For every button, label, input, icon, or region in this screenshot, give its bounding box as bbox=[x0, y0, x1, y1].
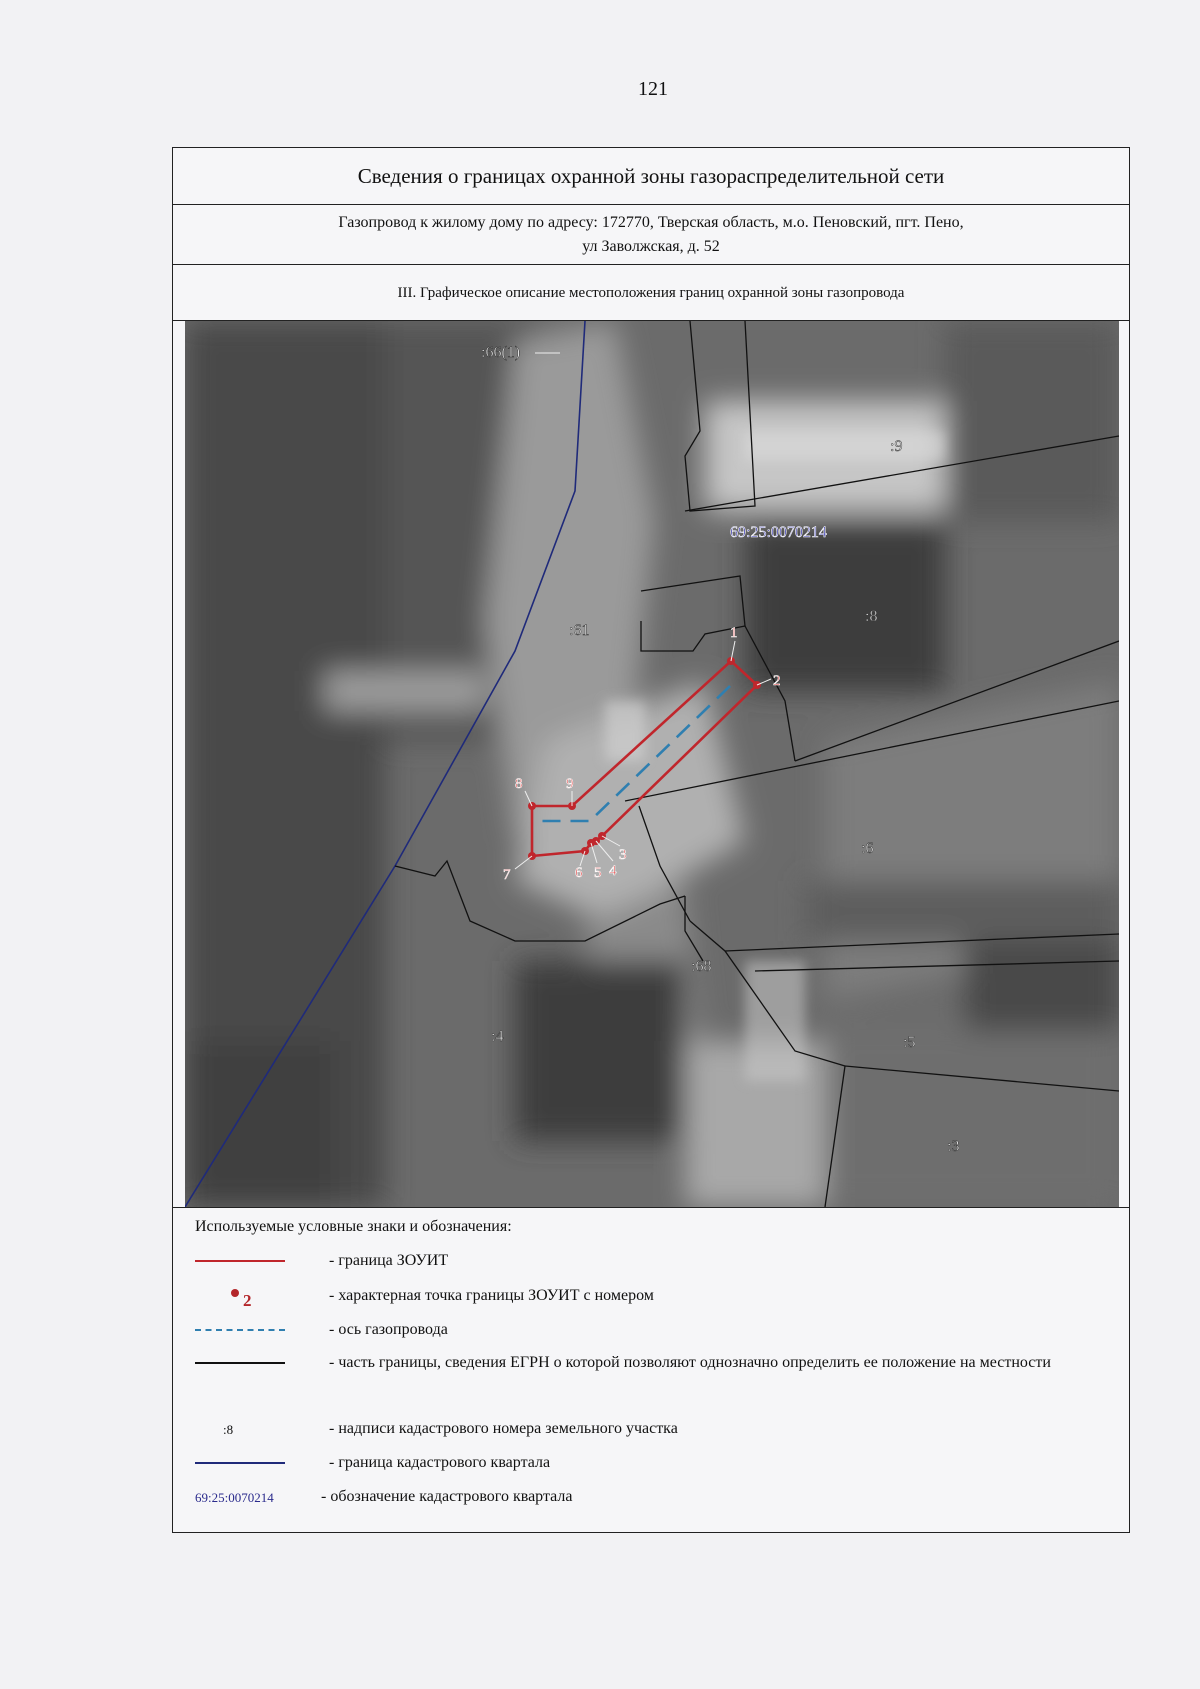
legend-text: - характерная точка границы ЗОУИТ с номером bbox=[329, 1287, 654, 1304]
legend-text: - ось газопровода bbox=[329, 1321, 448, 1338]
legend-text: - обозначение кадастрового квартала bbox=[321, 1488, 573, 1505]
legend-point-number: 2 bbox=[243, 1291, 252, 1310]
parcel-label-9: :9 bbox=[890, 438, 903, 455]
legend-item-zouit-boundary bbox=[173, 1248, 1129, 1278]
parcel-label-66-1: :66(1) bbox=[481, 344, 521, 361]
document-frame bbox=[172, 147, 1130, 1533]
parcel-label-5: :5 bbox=[903, 1034, 916, 1051]
legend-item-parcel-boundary bbox=[173, 1350, 1129, 1400]
document-title: Сведения о границах охранной зоны газораспределительной сети bbox=[173, 148, 1129, 205]
legend-text: - часть границы, сведения ЕГРН о которой позволяют однозначно определить ее положение на местности bbox=[329, 1354, 1051, 1371]
aerial-map bbox=[185, 321, 1119, 1207]
parcel-label-8: :8 bbox=[865, 608, 878, 625]
point-label-9: 9 bbox=[566, 776, 574, 792]
legend-item-quarter-boundary bbox=[173, 1450, 1129, 1480]
point-label-3: 3 bbox=[619, 847, 627, 863]
legend-symbol-black-line bbox=[195, 1350, 295, 1380]
legend-text: - граница кадастрового квартала bbox=[329, 1454, 551, 1471]
legend-symbol-red-line bbox=[195, 1248, 295, 1278]
legend-item-cadastral-number bbox=[173, 1416, 1129, 1446]
point-label-2: 2 bbox=[773, 673, 781, 689]
legend-symbol-quarter-label bbox=[195, 1484, 295, 1514]
legend-cadastral-label: :8 bbox=[223, 1422, 234, 1437]
point-label-4: 4 bbox=[609, 863, 617, 879]
parcel-label-61: :61 bbox=[569, 622, 590, 639]
legend-symbol-red-point bbox=[195, 1283, 295, 1313]
point-label-5: 5 bbox=[594, 865, 602, 881]
point-label-8: 8 bbox=[515, 776, 523, 792]
aerial-photo bbox=[185, 321, 1119, 1207]
object-line-2: ул Заволжская, д. 52 bbox=[582, 238, 720, 255]
legend bbox=[173, 1207, 1129, 1532]
section-title: III. Графическое описание местоположения границ охранной зоны газопровода bbox=[173, 265, 1129, 321]
legend-item-quarter-label bbox=[173, 1484, 1129, 1514]
object-description bbox=[173, 205, 1129, 265]
legend-text: - граница ЗОУИТ bbox=[329, 1252, 449, 1269]
point-label-7: 7 bbox=[503, 867, 511, 883]
parcel-label-6: :6 bbox=[861, 840, 874, 857]
page-number: 121 bbox=[638, 78, 668, 100]
parcel-label-3: :3 bbox=[947, 1138, 960, 1155]
legend-title: Используемые условные знаки и обозначения: bbox=[195, 1218, 512, 1235]
legend-quarter-label: 69:25:0070214 bbox=[195, 1490, 274, 1505]
legend-item-pipeline-axis bbox=[173, 1317, 1129, 1347]
legend-symbol-cadastral-number bbox=[195, 1416, 295, 1446]
legend-symbol-navy-line bbox=[195, 1450, 295, 1480]
map-area bbox=[185, 321, 1119, 1207]
object-line-1: Газопровод к жилому дому по адресу: 172770, Тверская область, м.о. Пеновский, пгт. Пено, bbox=[338, 214, 964, 231]
legend-text: - надписи кадастрового номера земельного участка bbox=[329, 1420, 678, 1437]
parcel-label-4: :4 bbox=[491, 1028, 504, 1045]
quarter-label: 69:25:0070214 bbox=[730, 524, 827, 541]
parcel-label-68: :68 bbox=[691, 958, 712, 975]
point-label-1: 1 bbox=[730, 625, 738, 641]
point-label-6: 6 bbox=[575, 865, 583, 881]
legend-symbol-blue-dashed-line bbox=[195, 1317, 295, 1347]
legend-item-zouit-point bbox=[173, 1283, 1129, 1313]
